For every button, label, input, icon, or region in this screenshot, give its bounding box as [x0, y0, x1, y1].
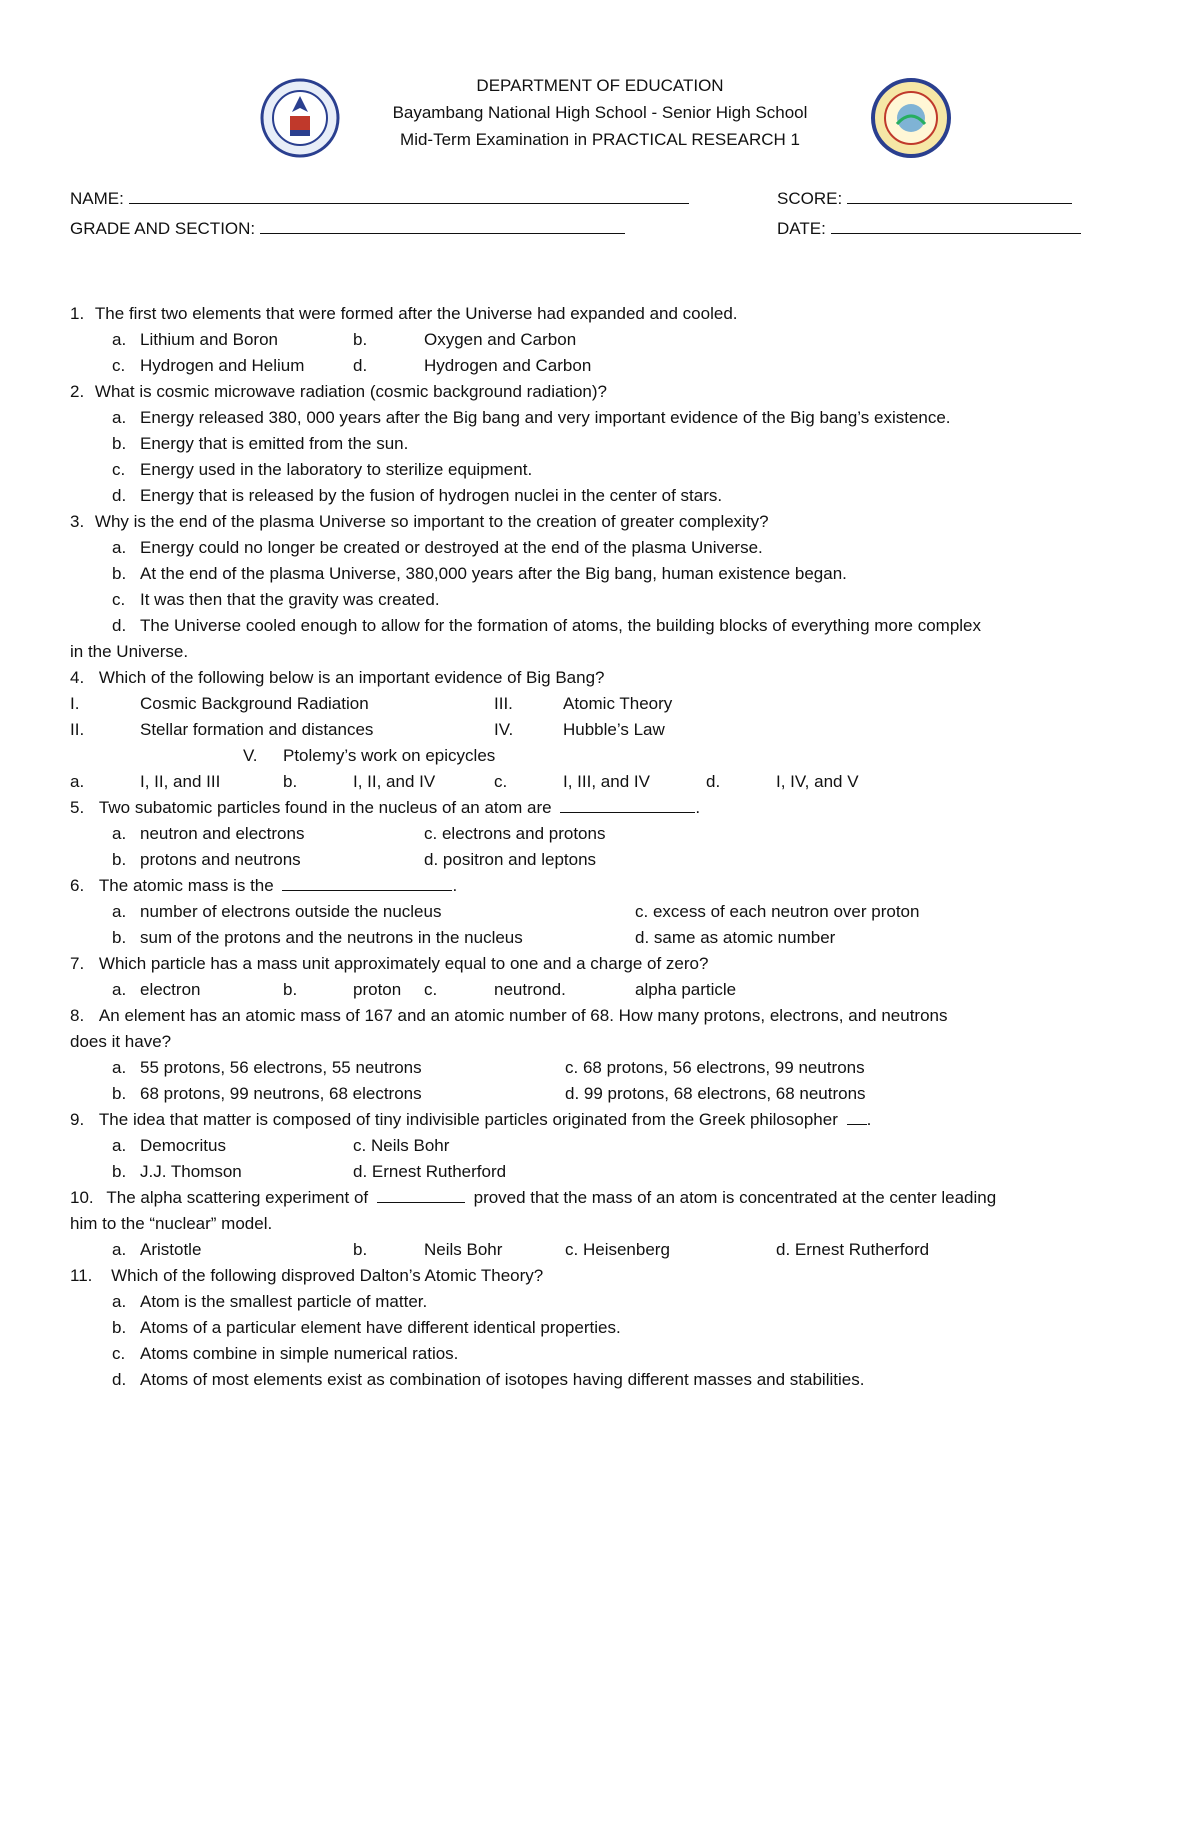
choice-letter: b.	[112, 1084, 127, 1103]
choice-letter: c.	[565, 1240, 579, 1259]
choice-text: At the end of the plasma Universe, 380,000 years after the Big bang, human existence began.	[140, 564, 847, 583]
question-10	[70, 1187, 996, 1209]
choice-text: Atoms of most elements exist as combination of isotopes having different masses and stabilities.	[140, 1370, 865, 1389]
choice-item	[776, 1239, 929, 1261]
choice-letter: b.	[112, 1318, 127, 1337]
question-text: The atomic mass is the	[98, 876, 274, 895]
choice-letter: c.	[494, 772, 508, 791]
choice-text: Neils Bohr	[370, 1136, 450, 1155]
choice-text: electron	[140, 980, 201, 999]
question-text-after: proved that the mass of an atom is concentrated at the center leading	[473, 1188, 997, 1207]
choice-text: Atoms of a particular element have different identical properties.	[140, 1318, 621, 1337]
choice-text: proton	[353, 980, 402, 999]
question-8	[70, 1005, 948, 1027]
choice-letter: b.	[283, 772, 298, 791]
choice-text: Energy released 380, 000 years after the Big bang and very important evidence of the Big bang’s existence.	[140, 408, 951, 427]
question-text: What is cosmic microwave radiation (cosmic background radiation)?	[94, 382, 608, 401]
choice-text: Ernest Rutherford	[371, 1162, 507, 1181]
choice-letter: b.	[112, 928, 127, 947]
choice-text: Ernest Rutherford	[794, 1240, 930, 1259]
choice-text: Atoms combine in simple numerical ratios.	[140, 1344, 459, 1363]
date-line	[831, 218, 1081, 234]
choice-letter: d.	[112, 486, 127, 505]
question-6: 6. The atomic mass is the .	[70, 876, 458, 895]
choice-letter: a.	[112, 408, 127, 427]
choice-letter: d.	[706, 772, 721, 791]
grade-section-line	[260, 218, 625, 234]
choice-text: Energy that is emitted from the sun.	[140, 434, 409, 453]
question-number: 8.	[70, 1006, 85, 1025]
item-numeral: I.	[70, 694, 80, 713]
question-number: 6.	[70, 876, 85, 895]
choice-letter: d.	[112, 1370, 127, 1389]
choice-letter: c.	[353, 1136, 367, 1155]
score-line	[847, 188, 1072, 204]
choice-letter: d.	[776, 1240, 791, 1259]
choice-text: The Universe cooled enough to allow for the formation of atoms, the building blocks of everything more complex	[140, 616, 982, 635]
choice-text: I, II, and III	[140, 772, 221, 791]
choice-letter: a.	[112, 1136, 127, 1155]
choice-text: Energy could no longer be created or destroyed at the end of the plasma Universe.	[140, 538, 763, 557]
choice-text: I, III, and IV	[563, 772, 650, 791]
choice-letter: c.	[112, 590, 126, 609]
question-text: Why is the end of the plasma Universe so important to the creation of greater complexity?	[94, 512, 769, 531]
answer-blank	[847, 1109, 867, 1125]
question-number: 1.	[70, 304, 85, 323]
choice-letter: c.	[424, 824, 438, 843]
question-number: 3.	[70, 512, 85, 531]
choice-item	[635, 927, 835, 949]
choice-continuation: in the Universe.	[70, 642, 189, 661]
question-3	[70, 511, 769, 533]
choice-letter: a.	[70, 772, 85, 791]
choice-letter: b.	[112, 850, 127, 869]
choice-letter: b.	[353, 330, 368, 349]
choice-letter: a.	[112, 1240, 127, 1259]
choice-text: I, II, and IV	[353, 772, 436, 791]
choice-item	[565, 1057, 865, 1079]
item-text: Cosmic Background Radiation	[140, 694, 369, 713]
choice-text: Lithium and Boron	[140, 330, 278, 349]
choice-item	[353, 1135, 449, 1157]
choice-text: alpha particle	[635, 980, 737, 999]
choice-letter: b.	[112, 434, 127, 453]
header-exam-title: Mid-Term Examination in PRACTICAL RESEARCH 1	[400, 130, 800, 149]
item-numeral: III.	[494, 694, 513, 713]
choice-item	[353, 1161, 506, 1183]
choice-letter: b.	[353, 1240, 368, 1259]
header-department: DEPARTMENT OF EDUCATION	[476, 76, 724, 95]
choice-text: 99 protons, 68 electrons, 68 neutrons	[583, 1084, 866, 1103]
choice-letter: d.	[565, 1084, 580, 1103]
choice-text: Aristotle	[140, 1240, 202, 1259]
question-number: 4.	[70, 668, 85, 687]
question-5: 5. Two subatomic particles found in the nucleus of an atom are .	[70, 798, 701, 817]
item-text: Atomic Theory	[563, 694, 673, 713]
item-text: Ptolemy’s work on epicycles	[283, 746, 496, 765]
header-school: Bayambang National High School - Senior High School	[392, 103, 808, 122]
item-text: Stellar formation and distances	[140, 720, 374, 739]
choice-text: sum of the protons and the neutrons in the nucleus	[140, 928, 523, 947]
question-1	[70, 303, 738, 325]
question-continuation: him to the “nuclear” model.	[70, 1214, 273, 1233]
question-continuation: does it have?	[70, 1032, 172, 1051]
question-2	[70, 381, 607, 403]
question-text: The idea that matter is composed of tiny indivisible particles originated from the Greek philosopher	[98, 1110, 838, 1129]
choice-text: number of electrons outside the nucleus	[140, 902, 442, 921]
question-number: 2.	[70, 382, 85, 401]
choice-text: same as atomic number	[653, 928, 836, 947]
choice-letter: b.	[112, 1162, 127, 1181]
question-number: 10.	[70, 1188, 94, 1207]
choice-letter: c.	[112, 356, 126, 375]
question-number: 7.	[70, 954, 85, 973]
choice-text: J.J. Thomson	[140, 1162, 242, 1181]
choice-item	[565, 1083, 866, 1105]
grade-section-label: GRADE AND SECTION:	[70, 219, 256, 238]
choice-letter: d.	[635, 928, 650, 947]
choice-text: Energy that is released by the fusion of hydrogen nuclei in the center of stars.	[140, 486, 723, 505]
choice-text: electrons and protons	[441, 824, 606, 843]
choice-letter: d.	[424, 850, 439, 869]
question-text: The first two elements that were formed after the Universe had expanded and cooled.	[94, 304, 738, 323]
question-4	[70, 667, 605, 689]
question-number: 11.	[70, 1266, 93, 1285]
choice-letter: d.	[112, 616, 127, 635]
answer-blank	[560, 797, 695, 813]
question-text: Which particle has a mass unit approximately equal to one and a charge of zero?	[98, 954, 709, 973]
question-7	[70, 953, 708, 975]
choice-letter: c.	[635, 902, 649, 921]
date-field[interactable]	[777, 218, 1081, 240]
item-numeral: V.	[243, 746, 258, 765]
choice-letter: c.	[112, 460, 126, 479]
choice-letter: c.	[565, 1058, 579, 1077]
grade-section-field[interactable]	[70, 218, 625, 240]
choice-letter: a.	[112, 538, 127, 557]
choice-letter: b.	[112, 564, 127, 583]
choice-text: Atom is the smallest particle of matter.	[140, 1292, 428, 1311]
choice-text: Energy used in the laboratory to sterilize equipment.	[140, 460, 533, 479]
choice-item	[424, 823, 605, 845]
item-text: Hubble’s Law	[563, 720, 665, 739]
choice-item	[565, 1239, 670, 1261]
choice-text: Hydrogen and Carbon	[424, 356, 592, 375]
choice-text: I, IV, and V	[776, 772, 859, 791]
question-number: 5.	[70, 798, 85, 817]
choice-text: Neils Bohr	[424, 1240, 503, 1259]
answer-blank	[377, 1187, 465, 1203]
name-label: NAME:	[70, 189, 124, 208]
question-text: An element has an atomic mass of 167 and an atomic number of 68. How many protons, electrons, and neutrons	[98, 1006, 948, 1025]
item-numeral: II.	[70, 720, 85, 739]
choice-text: positron and leptons	[442, 850, 597, 869]
choice-text: 68 protons, 56 electrons, 99 neutrons	[582, 1058, 865, 1077]
item-numeral: IV.	[494, 720, 514, 739]
choice-text: excess of each neutron over proton	[652, 902, 920, 921]
score-label: SCORE:	[777, 189, 843, 208]
choice-text: protons and neutrons	[140, 850, 301, 869]
question-text: Which of the following disproved Dalton’s Atomic Theory?	[111, 1266, 544, 1285]
question-number: 9.	[70, 1110, 85, 1129]
choice-letter: a.	[112, 824, 127, 843]
choice-letter: c.	[112, 1344, 126, 1363]
name-field[interactable]	[70, 188, 689, 210]
choice-letter: d.	[353, 356, 368, 375]
choice-text: Hydrogen and Helium	[140, 356, 305, 375]
choice-letter: a.	[112, 1292, 127, 1311]
choice-text: Heisenberg	[582, 1240, 670, 1259]
choice-letter: a.	[112, 980, 127, 999]
score-field[interactable]	[777, 188, 1072, 210]
question-9: 9. The idea that matter is composed of tiny indivisible particles originated from the Greek philosopher .	[70, 1110, 872, 1129]
name-line	[129, 188, 689, 204]
choice-letter: a.	[112, 330, 127, 349]
question-11	[70, 1265, 543, 1287]
choice-item	[424, 849, 596, 871]
date-label: DATE:	[777, 219, 826, 238]
question-text: The alpha scattering experiment of	[106, 1188, 369, 1207]
choice-letter: c.	[424, 980, 438, 999]
answer-blank	[282, 875, 452, 891]
question-text: Which of the following below is an important evidence of Big Bang?	[98, 668, 605, 687]
choice-text: Oxygen and Carbon	[424, 330, 577, 349]
choice-letter: b.	[283, 980, 298, 999]
choice-text: neutrond.	[494, 980, 566, 999]
choice-text: Democritus	[140, 1136, 226, 1155]
choice-letter: a.	[112, 1058, 127, 1077]
choice-item	[635, 901, 919, 923]
choice-text: 68 protons, 99 neutrons, 68 electrons	[140, 1084, 422, 1103]
choice-text: neutron and electrons	[140, 824, 305, 843]
choice-letter: d.	[353, 1162, 368, 1181]
choice-text: It was then that the gravity was created.	[140, 590, 440, 609]
question-text: Two subatomic particles found in the nucleus of an atom are	[98, 798, 552, 817]
choice-letter: a.	[112, 902, 127, 921]
choice-text: 55 protons, 56 electrons, 55 neutrons	[140, 1058, 422, 1077]
